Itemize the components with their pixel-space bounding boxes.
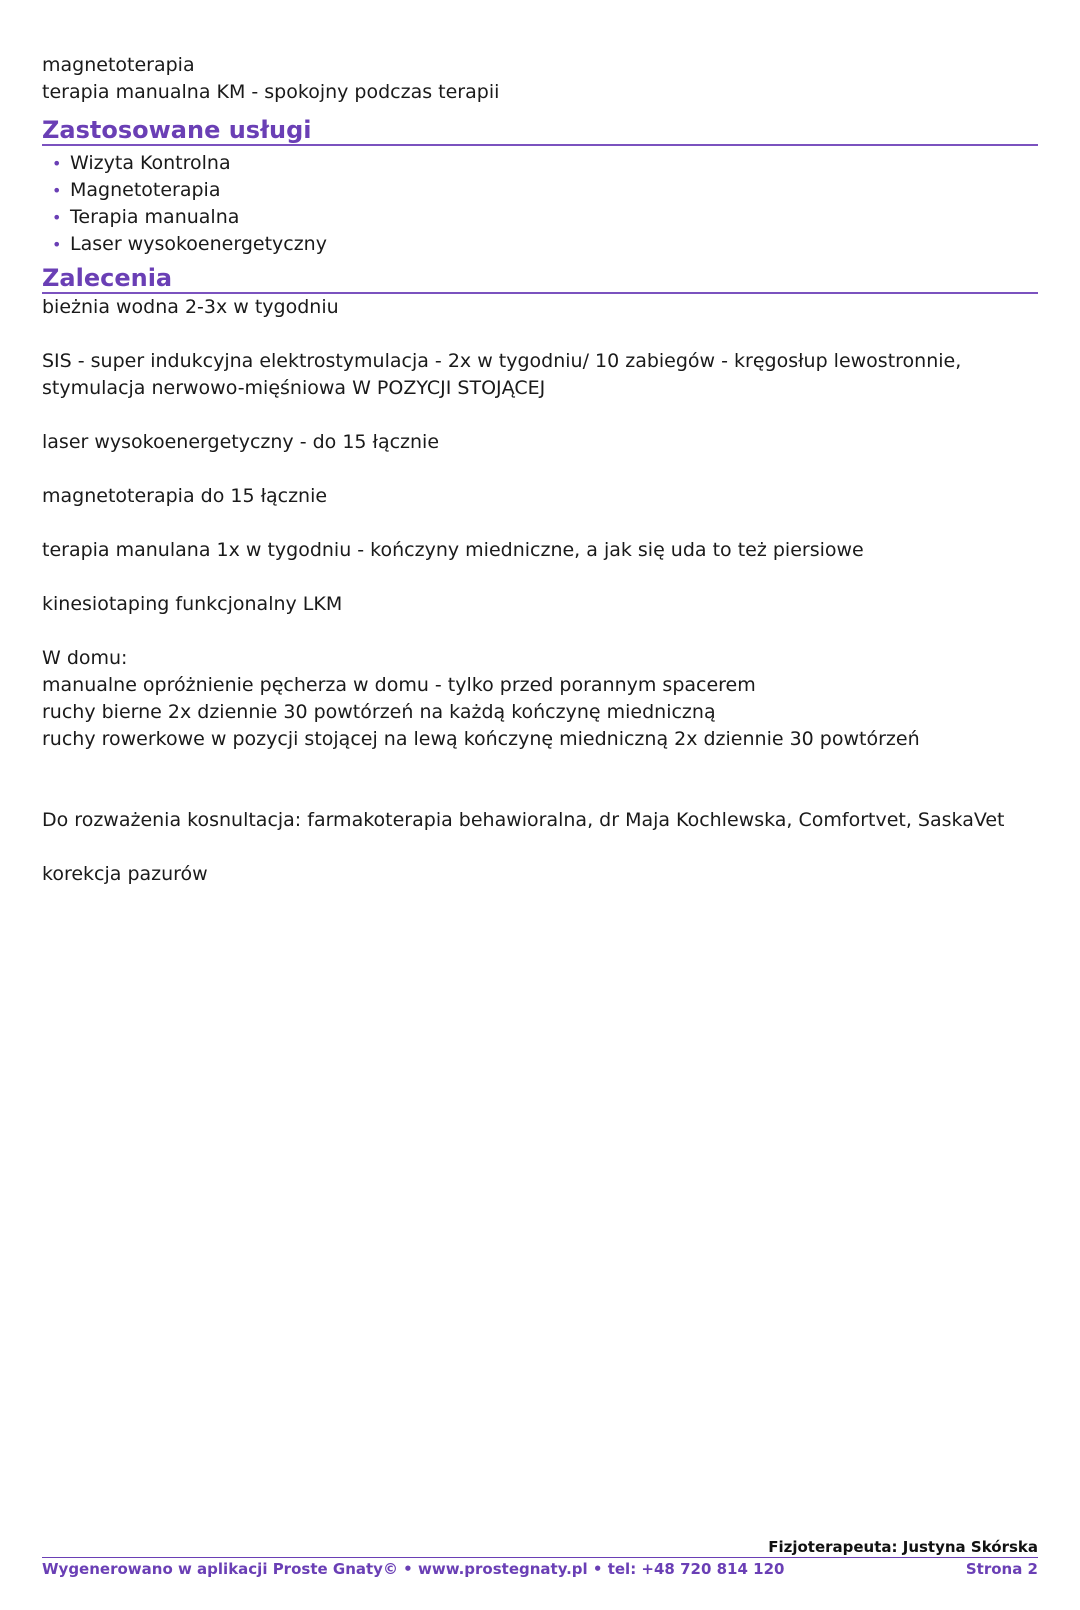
bullet-icon: • [52, 181, 62, 200]
list-item: • Terapia manualna [42, 204, 1038, 231]
intro-line-manual-therapy: terapia manualna KM - spokojny podczas terapii [42, 81, 500, 103]
recommendation-water-treadmill: bieżnia wodna 2-3x w tygodniu [42, 296, 339, 318]
recommendation-consultation: Do rozważenia kosnultacja: farmakoterapia behawioralna, dr Maja Kochlewska, Comfortvet, SaskaVet [42, 809, 1005, 831]
page-footer [42, 1538, 1038, 1580]
recommendation-sis-cont: stymulacja nerwowo-mięśniowa W POZYCJI STOJĄCEJ [42, 377, 546, 399]
bullet-icon: • [52, 208, 62, 227]
recommendations-section-title: Zalecenia [42, 264, 1038, 294]
recommendation-kinesiotaping: kinesiotaping funkcjonalny LKM [42, 593, 343, 615]
recommendations-body [42, 294, 1038, 888]
home-heading: W domu: [42, 647, 128, 669]
list-item: • Laser wysokoenergetyczny [42, 231, 1038, 258]
recommendation-claw-correction: korekcja pazurów [42, 863, 208, 885]
list-item: • Magnetoterapia [42, 177, 1038, 204]
recommendation-sis: SIS - super indukcyjna elektrostymulacja - 2x w tygodniu/ 10 zabiegów - kręgosłup lewostronnie, [42, 350, 962, 372]
footer-therapist: Fizjoterapeuta: Justyna Skórska [42, 1538, 1038, 1558]
footer-page-number: Strona 2 [965, 1560, 1038, 1578]
services-section-title: Zastosowane usługi [42, 116, 1038, 146]
recommendation-manual-therapy: terapia manulana 1x w tygodniu - kończyny miedniczne, a jak się uda to też piersiowe [42, 539, 864, 561]
bullet-icon: • [52, 235, 62, 254]
list-item: • Wizyta Kontrolna [42, 150, 1038, 177]
home-bladder: manualne opróżnienie pęcherza w domu - tylko przed porannym spacerem [42, 674, 756, 696]
home-passive-movements: ruchy bierne 2x dziennie 30 powtórzeń na każdą kończynę miedniczną [42, 701, 716, 723]
footer-generated-by: Wygenerowano w aplikacji Proste Gnaty© • www.prostegnaty.pl • tel: +48 720 814 120 [42, 1560, 785, 1578]
bullet-icon: • [52, 154, 62, 173]
recommendation-laser: laser wysokoenergetyczny - do 15 łącznie [42, 431, 440, 453]
services-list [42, 150, 1038, 258]
intro-line-magnetotherapy: magnetoterapia [42, 54, 195, 76]
home-bicycle-movements: ruchy rowerkowe w pozycji stojącej na lewą kończynę miedniczną 2x dziennie 30 powtórzeń [42, 728, 920, 750]
recommendation-magnetotherapy: magnetoterapia do 15 łącznie [42, 485, 328, 507]
